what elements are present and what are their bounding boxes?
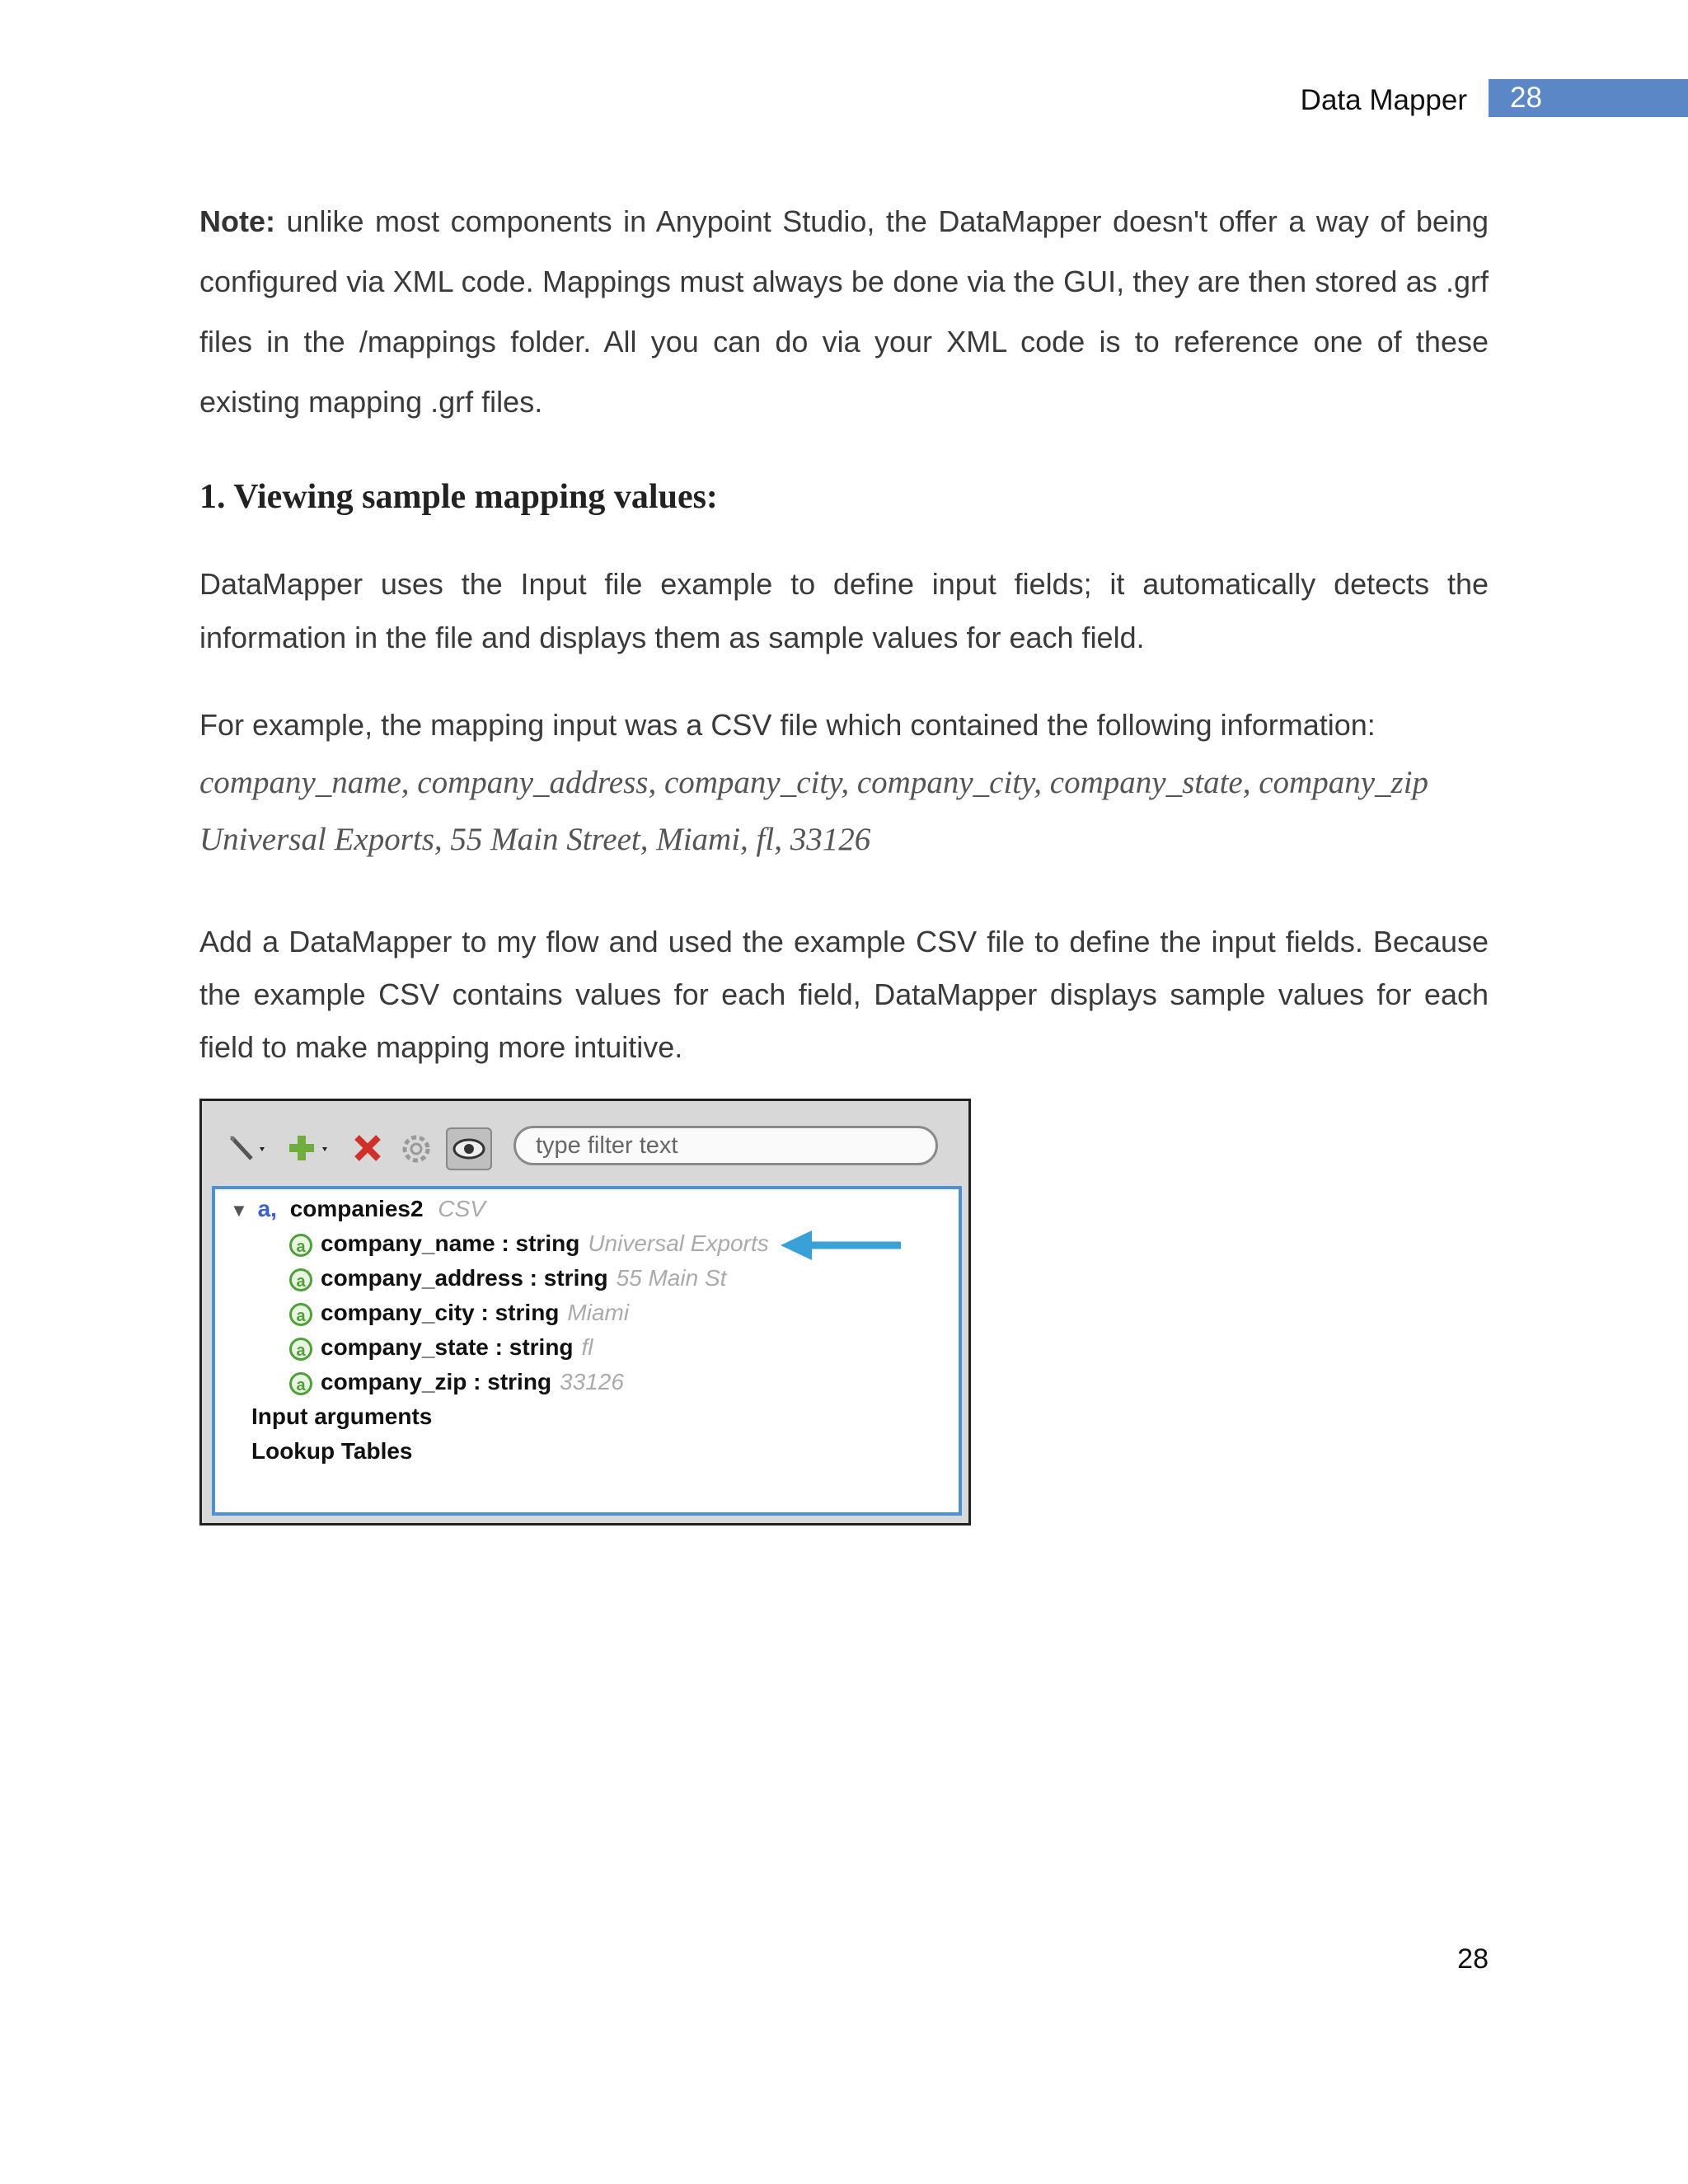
field-label: company_name : string — [321, 1230, 580, 1256]
field-label: company_city : string — [321, 1300, 560, 1325]
datamapper-toolbar — [227, 1126, 952, 1172]
field-sample-value: fl — [581, 1334, 593, 1360]
attribute-icon: a — [289, 1338, 312, 1361]
tree-field-row[interactable] — [289, 1262, 726, 1295]
tree-node-lookup-tables[interactable] — [251, 1435, 413, 1468]
paragraph-input-example: DataMapper uses the Input file example to define input fields; it automatically detects the information in the file and displays them as sample values for each field. — [199, 567, 1489, 654]
magic-wand-icon[interactable] — [227, 1132, 273, 1165]
paragraph-for-example: For example, the mapping input was a CSV file which contained the following information: — [199, 708, 1376, 742]
running-header-page-badge: 28 — [1489, 79, 1688, 117]
section-heading: 1. Viewing sample mapping values: — [199, 478, 718, 516]
tree-node-input-arguments[interactable] — [251, 1400, 432, 1433]
root-node-type: CSV — [438, 1196, 485, 1221]
tree-field-row[interactable] — [289, 1331, 593, 1364]
eye-icon[interactable] — [446, 1127, 492, 1170]
running-header-title: Data Mapper — [1300, 84, 1467, 116]
datamapper-screenshot — [199, 1099, 971, 1526]
attribute-icon: a — [289, 1303, 312, 1326]
field-sample-value: Miami — [567, 1300, 630, 1325]
pointer-arrow-icon — [779, 1229, 903, 1262]
tree-field-row[interactable] — [289, 1366, 624, 1399]
root-type-glyph-icon: a, — [257, 1196, 277, 1221]
note-paragraph — [199, 191, 1489, 432]
tree-field-row[interactable] — [289, 1227, 903, 1260]
tree-root-node[interactable] — [230, 1193, 485, 1226]
mapping-tree — [212, 1186, 962, 1516]
node-label: Lookup Tables — [251, 1438, 413, 1464]
field-label: company_zip : string — [321, 1369, 552, 1394]
csv-data-line: Universal Exports, 55 Main Street, Miami, fl, 33126 — [199, 822, 871, 857]
tree-field-row[interactable] — [289, 1296, 629, 1329]
note-text: unlike most components in Anypoint Studio, the DataMapper doesn't offer a way of being configured via XML code. Mappings must always be done via the GUI, they are then stored as .grf files in the /mappings folder. All you can do via your XML code is to reference one of these existing mapping .grf files. — [199, 204, 1489, 419]
attribute-icon: a — [289, 1372, 312, 1395]
gear-icon[interactable] — [400, 1132, 433, 1165]
field-label: company_state : string — [321, 1334, 574, 1360]
add-plus-icon[interactable] — [289, 1132, 335, 1165]
footer-page-number: 28 — [1457, 1943, 1489, 1975]
root-node-name: companies2 — [289, 1196, 424, 1221]
attribute-icon: a — [289, 1268, 312, 1291]
filter-input[interactable]: type filter text — [513, 1126, 938, 1165]
field-sample-value: 33126 — [560, 1369, 624, 1394]
note-label: Note: — [199, 204, 275, 238]
csv-header-line: company_name, company_address, company_city, company_city, company_state, company_zip — [199, 765, 1429, 800]
field-sample-value: Universal Exports — [588, 1230, 769, 1256]
field-sample-value: 55 Main St — [616, 1265, 727, 1291]
attribute-icon: a — [289, 1234, 312, 1257]
delete-icon[interactable] — [352, 1132, 385, 1165]
field-label: company_address : string — [321, 1265, 608, 1291]
paragraph-add-datamapper: Add a DataMapper to my flow and used the example CSV file to define the input fields. Because the example CSV contains values for each field, DataMapper displays sample values for each field to make mapping more intuitive. — [199, 925, 1489, 1064]
node-label: Input arguments — [251, 1404, 433, 1429]
expand-triangle-icon[interactable]: ▼ — [230, 1200, 248, 1221]
